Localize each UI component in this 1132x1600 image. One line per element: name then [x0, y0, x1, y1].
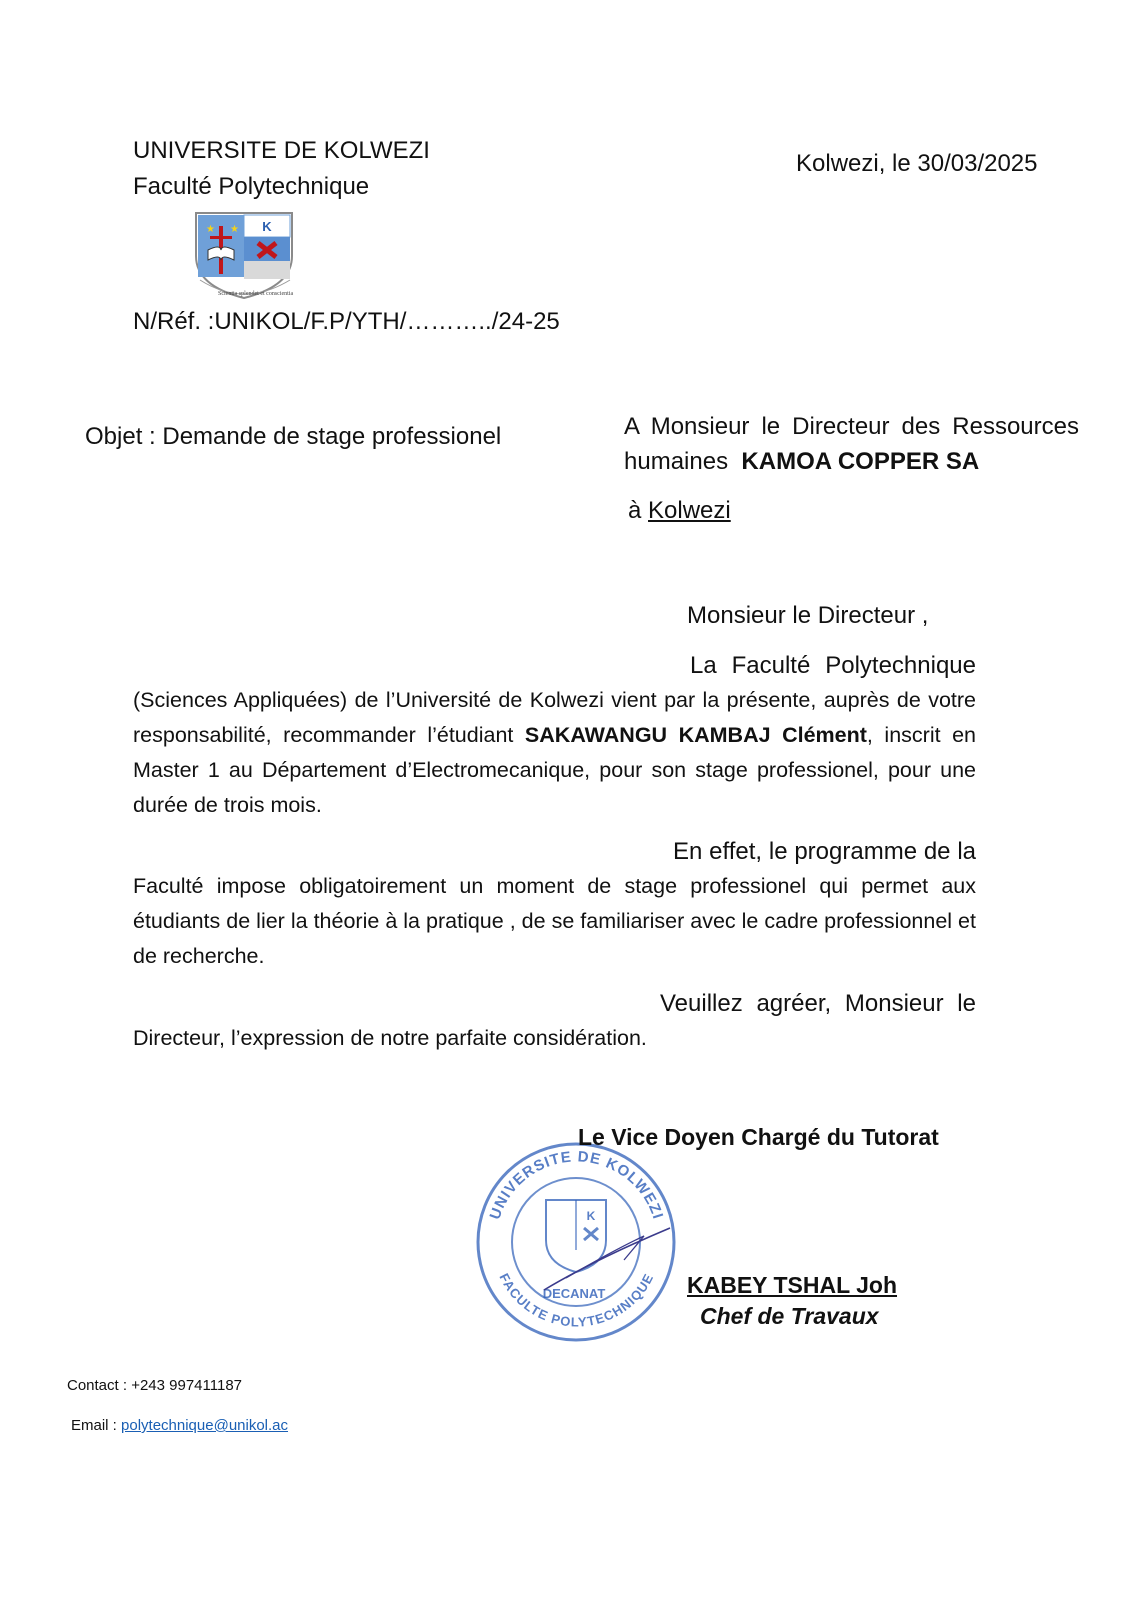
paragraph-1 — [133, 683, 976, 823]
signatory-name: KABEY TSHAL Joh — [687, 1272, 898, 1298]
faculty-stamp — [474, 1140, 679, 1345]
email-link[interactable]: polytechnique@unikol.ac — [121, 1417, 289, 1434]
subject-line: Objet : Demande de stage professionel — [85, 423, 502, 450]
recipient-place — [628, 495, 731, 527]
recipient-prefix: humaines — [624, 448, 729, 475]
stamp-bottom-text: FACULTE POLYTECHNIQUE — [496, 1270, 657, 1330]
salutation: Monsieur le Directeur , — [687, 602, 929, 629]
faculty-name: Faculté Polytechnique — [133, 173, 370, 200]
paragraph-1-text-end: , inscrit en Master 1 au Département d’Electromecanique, pour son stage professionel, pour une durée de trois mois. — [133, 723, 977, 817]
paragraph-3-indent: Veuillez agréer, Monsieur le — [660, 990, 976, 1017]
place-name: Kolwezi — [648, 497, 731, 524]
svg-text:★: ★ — [230, 224, 239, 235]
footer-email-label: Email : — [71, 1417, 117, 1434]
reference-number: N/Réf. :UNIKOL/F.P/YTH/………../24-25 — [133, 308, 560, 335]
university-name: UNIVERSITE DE KOLWEZI — [133, 137, 430, 164]
paragraph-3: Directeur, l’expression de notre parfaite considération. — [133, 1026, 647, 1050]
paragraph-2-indent: En effet, le programme de la — [673, 838, 976, 865]
recipient-line-2 — [624, 446, 979, 478]
paragraph-1-indent: La Faculté Polytechnique — [690, 652, 976, 679]
svg-text:★: ★ — [206, 224, 215, 235]
recipient-line-1: A Monsieur le Directeur des Ressources — [624, 413, 1079, 440]
paragraph-2: Faculté impose obligatoirement un moment de stage professionel qui permet aux étudiants de lier la théorie à la pratique , de se familiariser avec le cadre professionnel et de recherche. — [133, 874, 976, 968]
signatory-rank: Chef de Travaux — [700, 1303, 879, 1329]
letter-date: Kolwezi, le 30/03/2025 — [796, 150, 1038, 177]
stamp-center-text: DECANAT — [542, 1286, 606, 1301]
stamp-letter: K — [586, 1209, 596, 1223]
place-prefix: à — [628, 497, 642, 524]
signatory-title: Le Vice Doyen Chargé du Tutorat — [578, 1124, 939, 1150]
university-logo — [190, 210, 300, 302]
student-name: SAKAWANGU KAMBAJ Clément — [524, 723, 867, 747]
footer-contact: Contact : +243 997411187 — [67, 1377, 243, 1394]
footer-email — [71, 1417, 288, 1434]
logo-letter: K — [262, 219, 272, 234]
stamp-top-text: UNIVERSITE DE KOLWEZI — [486, 1148, 667, 1222]
paragraph-1-text: (Sciences Appliquées) de l’Université de Kolwezi vient par la présente, auprès de votre responsabilité, recommander l’étudiant — [133, 688, 976, 747]
recipient-company: KAMOA COPPER SA — [741, 448, 980, 475]
logo-motto: Scientia splendet et conscientia — [218, 291, 294, 297]
